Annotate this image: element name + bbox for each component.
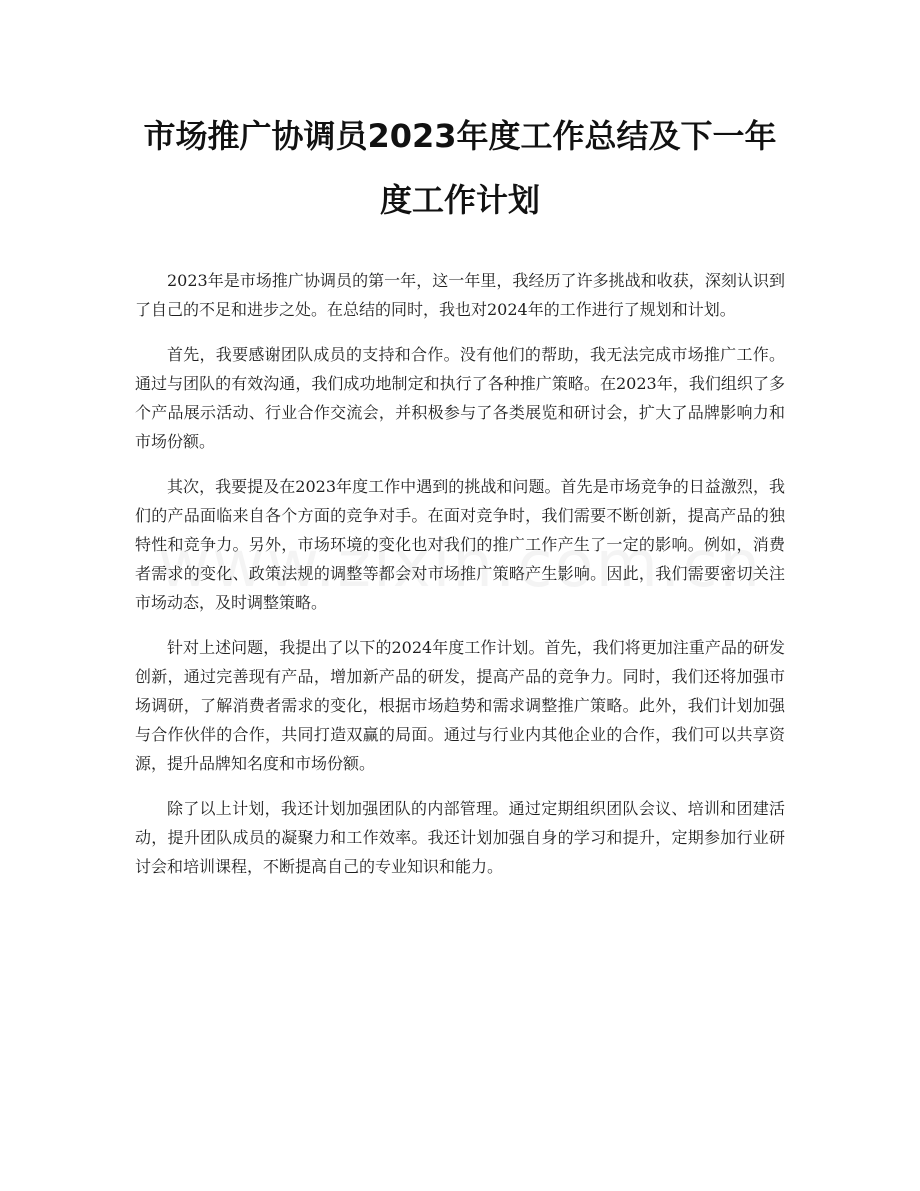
document-body (135, 266, 785, 881)
paragraph-2: 首先，我要感谢团队成员的支持和合作。没有他们的帮助，我无法完成市场推广工作。通过与团队的有效沟通，我们成功地制定和执行了各种推广策略。在2023年，我们组织了多个产品展示活动、行业合作交流会，并积极参与了各类展览和研讨会，扩大了品牌影响力和市场份额。 (135, 345, 785, 451)
paragraph-5: 除了以上计划，我还计划加强团队的内部管理。通过定期组织团队会议、培训和团建活动，提升团队成员的凝聚力和工作效率。我还计划加强自身的学习和提升，定期参加行业研讨会和培训课程，不断提高自己的专业知识和能力。 (135, 799, 785, 876)
paragraph-4: 针对上述问题，我提出了以下的2024年度工作计划。首先，我们将更加注重产品的研发创新，通过完善现有产品，增加新产品的研发，提高产品的竞争力。同时，我们还将加强市场调研，了解消费者需求的变化，根据市场趋势和需求调整推广策略。此外，我们计划加强与合作伙伴的合作，共同打造双赢的局面。通过与行业内其他企业的合作，我们可以共享资源，提升品牌知名度和市场份额。 (135, 638, 785, 773)
paragraph-1: 2023年是市场推广协调员的第一年，这一年里，我经历了许多挑战和收获，深刻认识到了自己的不足和进步之处。在总结的同时，我也对2024年的工作进行了规划和计划。 (135, 271, 785, 319)
paragraph-3: 其次，我要提及在2023年度工作中遇到的挑战和问题。首先是市场竞争的日益激烈，我们的产品面临来自各个方面的竞争对手。在面对竞争时，我们需要不断创新，提高产品的独特性和竞争力。另外，市场环境的变化也对我们的推广工作产生了一定的影响。例如，消费者需求的变化、政策法规的调整等都会对市场推广策略产生影响。因此，我们需要密切关注市场动态，及时调整策略。 (135, 477, 785, 612)
document-title: 市场推广协调员2023年度工作总结及下一年度工作计划 (143, 117, 777, 219)
